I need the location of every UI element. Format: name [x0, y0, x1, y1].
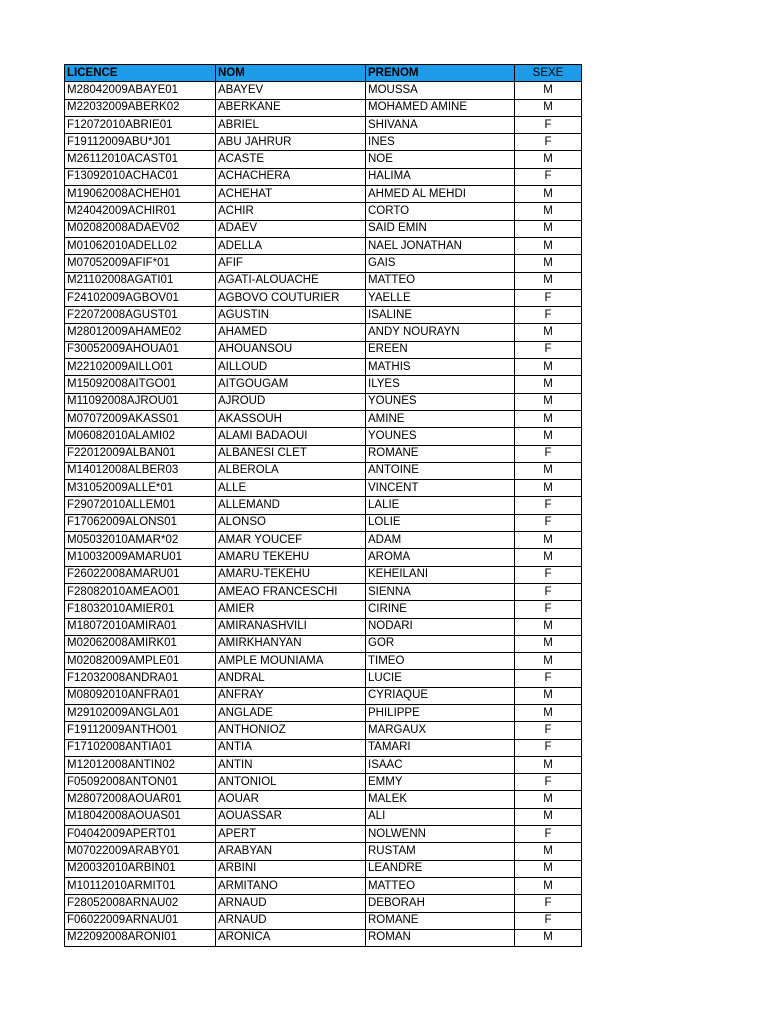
cell-sexe[interactable]: M — [515, 237, 582, 254]
cell-prenom[interactable]: INES — [366, 134, 515, 151]
table-row — [65, 653, 582, 670]
cell-licence[interactable]: M12012008ANTIN02 — [65, 756, 216, 773]
cell-sexe[interactable]: M — [515, 255, 582, 272]
table-row — [65, 532, 582, 549]
table-row — [65, 203, 582, 220]
cell-nom[interactable]: ARBINI — [216, 860, 366, 877]
cell-nom[interactable]: ACHACHERA — [216, 168, 366, 185]
cell-nom[interactable]: ARNAUD — [216, 895, 366, 912]
table-row — [65, 670, 582, 687]
table-row — [65, 635, 582, 652]
licence-table — [64, 64, 582, 947]
cell-prenom[interactable]: TAMARI — [366, 739, 515, 756]
cell-nom[interactable]: ARNAUD — [216, 912, 366, 929]
table-row — [65, 480, 582, 497]
cell-sexe[interactable]: M — [515, 462, 582, 479]
cell-nom[interactable]: ALONSO — [216, 514, 366, 531]
cell-sexe[interactable]: F — [515, 566, 582, 583]
cell-nom[interactable]: ALAMI BADAOUI — [216, 428, 366, 445]
cell-nom[interactable]: AHAMED — [216, 324, 366, 341]
cell-sexe[interactable]: M — [515, 532, 582, 549]
cell-licence[interactable]: M28072008AOUAR01 — [65, 791, 216, 808]
cell-sexe[interactable]: F — [515, 514, 582, 531]
cell-licence[interactable]: M26112010ACAST01 — [65, 151, 216, 168]
cell-prenom[interactable]: ANDY NOURAYN — [366, 324, 515, 341]
cell-prenom[interactable]: NAEL JONATHAN — [366, 237, 515, 254]
cell-nom[interactable]: AMEAO FRANCESCHI — [216, 583, 366, 600]
cell-sexe[interactable]: F — [515, 826, 582, 843]
cell-sexe[interactable]: F — [515, 289, 582, 306]
cell-sexe[interactable]: F — [515, 601, 582, 618]
cell-nom[interactable]: ACHIR — [216, 203, 366, 220]
table-row — [65, 860, 582, 877]
table-row — [65, 687, 582, 704]
cell-prenom[interactable]: SHIVANA — [366, 116, 515, 133]
cell-nom[interactable]: AGUSTIN — [216, 307, 366, 324]
cell-sexe[interactable]: M — [515, 428, 582, 445]
cell-prenom[interactable]: AHMED AL MEHDI — [366, 186, 515, 203]
cell-prenom[interactable]: MOUSSA — [366, 82, 515, 99]
cell-licence[interactable]: M29102009ANGLA01 — [65, 704, 216, 721]
cell-licence[interactable]: F22012009ALBAN01 — [65, 445, 216, 462]
cell-prenom[interactable]: CORTO — [366, 203, 515, 220]
cell-prenom[interactable]: LOLIE — [366, 514, 515, 531]
cell-prenom[interactable]: MATTEO — [366, 272, 515, 289]
cell-sexe[interactable]: M — [515, 687, 582, 704]
cell-prenom[interactable]: ROMANE — [366, 445, 515, 462]
cell-sexe[interactable]: M — [515, 480, 582, 497]
table-row — [65, 134, 582, 151]
table-row — [65, 359, 582, 376]
cell-licence[interactable]: F26022008AMARU01 — [65, 566, 216, 583]
cell-sexe[interactable]: M — [515, 410, 582, 427]
cell-prenom[interactable]: AMINE — [366, 410, 515, 427]
cell-prenom[interactable]: GAIS — [366, 255, 515, 272]
cell-nom[interactable]: APERT — [216, 826, 366, 843]
cell-prenom[interactable]: NOLWENN — [366, 826, 515, 843]
table-row — [65, 808, 582, 825]
cell-sexe[interactable]: M — [515, 549, 582, 566]
table-row — [65, 583, 582, 600]
cell-licence[interactable]: F30052009AHOUA01 — [65, 341, 216, 358]
cell-prenom[interactable]: PHILIPPE — [366, 704, 515, 721]
cell-sexe[interactable]: M — [515, 99, 582, 116]
cell-sexe[interactable]: M — [515, 376, 582, 393]
cell-licence[interactable]: M02082009AMPLE01 — [65, 653, 216, 670]
table-row — [65, 722, 582, 739]
cell-nom[interactable]: ANDRAL — [216, 670, 366, 687]
cell-nom[interactable]: ALLEMAND — [216, 497, 366, 514]
header-nom[interactable]: NOM — [216, 65, 366, 82]
header-licence[interactable]: LICENCE — [65, 65, 216, 82]
cell-nom[interactable]: AOUASSAR — [216, 808, 366, 825]
cell-nom[interactable]: ABAYEV — [216, 82, 366, 99]
table-row — [65, 168, 582, 185]
table-row — [65, 843, 582, 860]
cell-nom[interactable]: ARMITANO — [216, 877, 366, 894]
table-row — [65, 445, 582, 462]
cell-licence[interactable]: F05092008ANTON01 — [65, 774, 216, 791]
table-row — [65, 912, 582, 929]
table-row — [65, 116, 582, 133]
cell-nom[interactable]: ANTONIOL — [216, 774, 366, 791]
table-row — [65, 497, 582, 514]
cell-nom[interactable]: AOUAR — [216, 791, 366, 808]
table-row — [65, 929, 582, 946]
cell-sexe[interactable]: F — [515, 670, 582, 687]
cell-prenom[interactable]: ISALINE — [366, 307, 515, 324]
cell-sexe[interactable]: M — [515, 220, 582, 237]
cell-licence[interactable]: F12032008ANDRA01 — [65, 670, 216, 687]
cell-licence[interactable]: F19112009ANTHO01 — [65, 722, 216, 739]
cell-sexe[interactable]: M — [515, 653, 582, 670]
table-body — [65, 82, 582, 947]
table-row — [65, 376, 582, 393]
cell-sexe[interactable]: M — [515, 791, 582, 808]
cell-sexe[interactable]: F — [515, 739, 582, 756]
cell-prenom[interactable]: YOUNES — [366, 428, 515, 445]
cell-sexe[interactable]: M — [515, 186, 582, 203]
cell-prenom[interactable]: MATHIS — [366, 359, 515, 376]
cell-nom[interactable]: ARABYAN — [216, 843, 366, 860]
cell-licence[interactable]: M14012008ALBER03 — [65, 462, 216, 479]
table-row — [65, 514, 582, 531]
cell-prenom[interactable]: DEBORAH — [366, 895, 515, 912]
cell-nom[interactable]: ANFRAY — [216, 687, 366, 704]
cell-licence[interactable]: M20032010ARBIN01 — [65, 860, 216, 877]
cell-licence[interactable]: M07052009AFIF*01 — [65, 255, 216, 272]
cell-nom[interactable]: AILLOUD — [216, 359, 366, 376]
cell-licence[interactable]: M28042009ABAYE01 — [65, 82, 216, 99]
cell-nom[interactable]: ARONICA — [216, 929, 366, 946]
cell-licence[interactable]: M21102008AGATI01 — [65, 272, 216, 289]
cell-nom[interactable]: AMIER — [216, 601, 366, 618]
cell-prenom[interactable]: NOE — [366, 151, 515, 168]
table-row — [65, 82, 582, 99]
cell-licence[interactable]: M02082008ADAEV02 — [65, 220, 216, 237]
cell-sexe[interactable]: M — [515, 860, 582, 877]
cell-sexe[interactable]: F — [515, 307, 582, 324]
cell-licence[interactable]: F29072010ALLEM01 — [65, 497, 216, 514]
table-row — [65, 255, 582, 272]
cell-licence[interactable]: M11092008AJROU01 — [65, 393, 216, 410]
cell-nom[interactable]: ALBANESI CLET — [216, 445, 366, 462]
cell-sexe[interactable]: M — [515, 843, 582, 860]
cell-sexe[interactable]: M — [515, 272, 582, 289]
cell-nom[interactable]: ABERKANE — [216, 99, 366, 116]
cell-prenom[interactable]: LEANDRE — [366, 860, 515, 877]
cell-prenom[interactable]: SAID EMIN — [366, 220, 515, 237]
table-row — [65, 739, 582, 756]
header-sexe[interactable]: SEXE — [515, 65, 582, 82]
cell-nom[interactable]: ALLE — [216, 480, 366, 497]
table-row — [65, 704, 582, 721]
cell-licence[interactable]: F04042009APERT01 — [65, 826, 216, 843]
table-row — [65, 895, 582, 912]
cell-nom[interactable]: ANGLADE — [216, 704, 366, 721]
cell-prenom[interactable]: EREEN — [366, 341, 515, 358]
cell-licence[interactable]: M02062008AMIRK01 — [65, 635, 216, 652]
cell-prenom[interactable]: ADAM — [366, 532, 515, 549]
cell-nom[interactable]: AJROUD — [216, 393, 366, 410]
cell-prenom[interactable]: EMMY — [366, 774, 515, 791]
cell-licence[interactable]: F28052008ARNAU02 — [65, 895, 216, 912]
cell-prenom[interactable]: CYRIAQUE — [366, 687, 515, 704]
cell-licence[interactable]: F12072010ABRIE01 — [65, 116, 216, 133]
cell-prenom[interactable]: TIMEO — [366, 653, 515, 670]
cell-licence[interactable]: F19112009ABU*J01 — [65, 134, 216, 151]
cell-prenom[interactable]: YAELLE — [366, 289, 515, 306]
cell-sexe[interactable]: F — [515, 341, 582, 358]
cell-nom[interactable]: AMPLE MOUNIAMA — [216, 653, 366, 670]
cell-licence[interactable]: F28082010AMEAO01 — [65, 583, 216, 600]
cell-nom[interactable]: AMAR YOUCEF — [216, 532, 366, 549]
cell-sexe[interactable]: F — [515, 134, 582, 151]
cell-prenom[interactable]: KEHEILANI — [366, 566, 515, 583]
cell-sexe[interactable]: F — [515, 895, 582, 912]
cell-sexe[interactable]: M — [515, 808, 582, 825]
table-row — [65, 428, 582, 445]
cell-nom[interactable]: AMIRKHANYAN — [216, 635, 366, 652]
cell-prenom[interactable]: RUSTAM — [366, 843, 515, 860]
table-row — [65, 791, 582, 808]
cell-sexe[interactable]: M — [515, 82, 582, 99]
cell-nom[interactable]: ADAEV — [216, 220, 366, 237]
cell-licence[interactable]: F24102009AGBOV01 — [65, 289, 216, 306]
cell-licence[interactable]: F22072008AGUST01 — [65, 307, 216, 324]
table-row — [65, 826, 582, 843]
cell-licence[interactable]: F18032010AMIER01 — [65, 601, 216, 618]
cell-licence[interactable]: M22032009ABERK02 — [65, 99, 216, 116]
cell-licence[interactable]: M05032010AMAR*02 — [65, 532, 216, 549]
cell-prenom[interactable]: SIENNA — [366, 583, 515, 600]
cell-prenom[interactable]: LALIE — [366, 497, 515, 514]
cell-licence[interactable]: M10112010ARMIT01 — [65, 877, 216, 894]
cell-prenom[interactable]: YOUNES — [366, 393, 515, 410]
table-row — [65, 393, 582, 410]
table-row — [65, 220, 582, 237]
cell-licence[interactable]: M24042009ACHIR01 — [65, 203, 216, 220]
cell-licence[interactable]: M28012009AHAME02 — [65, 324, 216, 341]
cell-nom[interactable]: ALBEROLA — [216, 462, 366, 479]
cell-sexe[interactable]: M — [515, 324, 582, 341]
table-row — [65, 151, 582, 168]
cell-nom[interactable]: AMIRANASHVILI — [216, 618, 366, 635]
table-row — [65, 618, 582, 635]
cell-nom[interactable]: AITGOUGAM — [216, 376, 366, 393]
cell-prenom[interactable]: ISAAC — [366, 756, 515, 773]
cell-sexe[interactable]: F — [515, 168, 582, 185]
cell-licence[interactable]: M18042008AOUAS01 — [65, 808, 216, 825]
table-row — [65, 756, 582, 773]
cell-prenom[interactable]: VINCENT — [366, 480, 515, 497]
table-row — [65, 324, 582, 341]
cell-sexe[interactable]: M — [515, 203, 582, 220]
cell-licence[interactable]: M07022009ARABY01 — [65, 843, 216, 860]
cell-sexe[interactable]: F — [515, 583, 582, 600]
cell-prenom[interactable]: HALIMA — [366, 168, 515, 185]
cell-sexe[interactable]: F — [515, 497, 582, 514]
cell-prenom[interactable]: ROMANE — [366, 912, 515, 929]
cell-licence[interactable]: M01062010ADELL02 — [65, 237, 216, 254]
cell-licence[interactable]: M22092008ARONI01 — [65, 929, 216, 946]
cell-prenom[interactable]: NODARI — [366, 618, 515, 635]
cell-licence[interactable]: F17062009ALONS01 — [65, 514, 216, 531]
cell-licence[interactable]: M31052009ALLE*01 — [65, 480, 216, 497]
table-row — [65, 341, 582, 358]
cell-nom[interactable]: AMARU TEKEHU — [216, 549, 366, 566]
cell-prenom[interactable]: MATTEO — [366, 877, 515, 894]
cell-sexe[interactable]: M — [515, 359, 582, 376]
cell-nom[interactable]: ANTHONIOZ — [216, 722, 366, 739]
cell-prenom[interactable]: CIRINE — [366, 601, 515, 618]
cell-sexe[interactable]: M — [515, 151, 582, 168]
cell-prenom[interactable]: MALEK — [366, 791, 515, 808]
cell-licence[interactable]: F13092010ACHAC01 — [65, 168, 216, 185]
cell-licence[interactable]: F06022009ARNAU01 — [65, 912, 216, 929]
cell-licence[interactable]: M19062008ACHEH01 — [65, 186, 216, 203]
table-row — [65, 272, 582, 289]
cell-licence[interactable]: M06082010ALAMI02 — [65, 428, 216, 445]
table-row — [65, 549, 582, 566]
table-row — [65, 289, 582, 306]
table-row — [65, 410, 582, 427]
cell-prenom[interactable]: ALI — [366, 808, 515, 825]
cell-prenom[interactable]: LUCIE — [366, 670, 515, 687]
table-row — [65, 99, 582, 116]
cell-licence[interactable]: M07072009AKASS01 — [65, 410, 216, 427]
cell-prenom[interactable]: ROMAN — [366, 929, 515, 946]
cell-sexe[interactable]: M — [515, 635, 582, 652]
table-row — [65, 186, 582, 203]
cell-nom[interactable]: ACHEHAT — [216, 186, 366, 203]
cell-sexe[interactable]: M — [515, 756, 582, 773]
cell-nom[interactable]: AGBOVO COUTURIER — [216, 289, 366, 306]
cell-sexe[interactable]: F — [515, 912, 582, 929]
cell-prenom[interactable]: ILYES — [366, 376, 515, 393]
cell-prenom[interactable]: MOHAMED AMINE — [366, 99, 515, 116]
cell-prenom[interactable]: ANTOINE — [366, 462, 515, 479]
cell-sexe[interactable]: F — [515, 116, 582, 133]
cell-sexe[interactable]: M — [515, 704, 582, 721]
cell-licence[interactable]: M15092008AITGO01 — [65, 376, 216, 393]
cell-prenom[interactable]: AROMA — [366, 549, 515, 566]
cell-sexe[interactable]: M — [515, 877, 582, 894]
cell-sexe[interactable]: M — [515, 618, 582, 635]
header-prenom[interactable]: PRENOM — [366, 65, 515, 82]
cell-sexe[interactable]: M — [515, 393, 582, 410]
cell-licence[interactable]: M10032009AMARU01 — [65, 549, 216, 566]
table-row — [65, 566, 582, 583]
cell-licence[interactable]: F17102008ANTIA01 — [65, 739, 216, 756]
table-row — [65, 462, 582, 479]
table-row — [65, 877, 582, 894]
cell-nom[interactable]: ABRIEL — [216, 116, 366, 133]
cell-nom[interactable]: ANTIN — [216, 756, 366, 773]
cell-nom[interactable]: AFIF — [216, 255, 366, 272]
cell-prenom[interactable]: GOR — [366, 635, 515, 652]
cell-nom[interactable]: AKASSOUH — [216, 410, 366, 427]
cell-prenom[interactable]: MARGAUX — [366, 722, 515, 739]
cell-nom[interactable]: ANTIA — [216, 739, 366, 756]
table-row — [65, 307, 582, 324]
cell-sexe[interactable]: F — [515, 445, 582, 462]
cell-licence[interactable]: M18072010AMIRA01 — [65, 618, 216, 635]
cell-sexe[interactable]: F — [515, 774, 582, 791]
cell-licence[interactable]: M08092010ANFRA01 — [65, 687, 216, 704]
cell-nom[interactable]: AMARU-TEKEHU — [216, 566, 366, 583]
cell-nom[interactable]: AGATI-ALOUACHE — [216, 272, 366, 289]
cell-nom[interactable]: ACASTE — [216, 151, 366, 168]
table-row — [65, 237, 582, 254]
cell-nom[interactable]: AHOUANSOU — [216, 341, 366, 358]
cell-sexe[interactable]: F — [515, 722, 582, 739]
cell-licence[interactable]: M22102009AILLO01 — [65, 359, 216, 376]
table-row — [65, 774, 582, 791]
header-row — [65, 65, 582, 82]
table-row — [65, 601, 582, 618]
cell-sexe[interactable]: M — [515, 929, 582, 946]
cell-nom[interactable]: ADELLA — [216, 237, 366, 254]
cell-nom[interactable]: ABU JAHRUR — [216, 134, 366, 151]
